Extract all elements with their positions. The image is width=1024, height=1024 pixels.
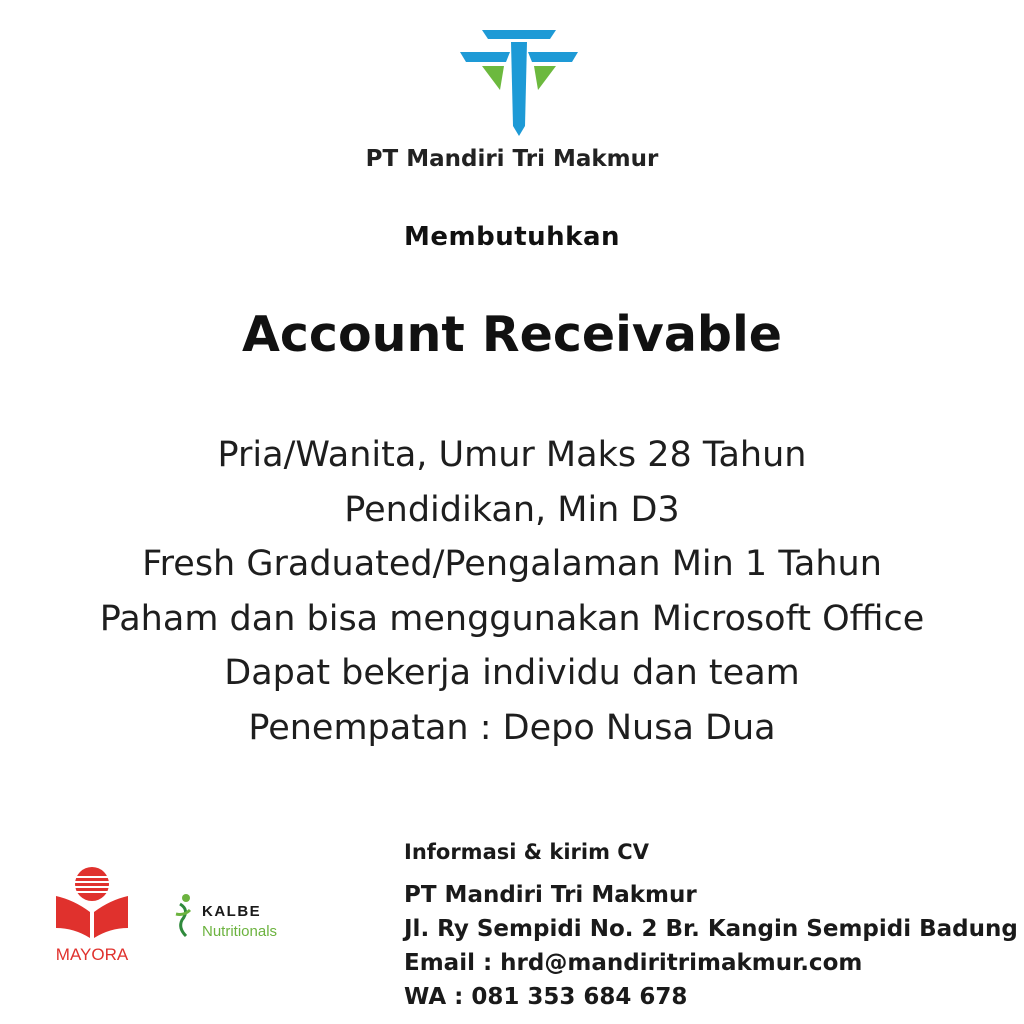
company-name: PT Mandiri Tri Makmur — [365, 146, 659, 172]
requirement-item: Dapat bekerja individu dan team — [224, 653, 800, 693]
contact-block — [404, 840, 1018, 1014]
contact-email: Email : hrd@mandiritrimakmur.com — [404, 950, 863, 976]
mayora-wordmark: MAYORA — [55, 945, 129, 964]
mayora-logo — [46, 866, 138, 964]
contact-label: Informasi & kirim CV — [404, 840, 649, 864]
headline: Membutuhkan — [403, 222, 620, 252]
kalbe-logo — [172, 890, 302, 942]
contact-company: PT Mandiri Tri Makmur — [404, 882, 697, 908]
requirement-item: Paham dan bisa menggunakan Microsoft Office — [99, 598, 925, 639]
requirement-item: Fresh Graduated/Pengalaman Min 1 Tahun — [142, 544, 882, 584]
company-logo-icon — [460, 30, 578, 138]
contact-phone: WA : 081 353 684 678 — [404, 984, 688, 1010]
contact-address: Jl. Ry Sempidi No. 2 Br. Kangin Sempidi Badung — [404, 916, 1018, 942]
requirement-item: Pendidikan, Min D3 — [344, 489, 680, 530]
job-title: Account Receivable — [241, 306, 783, 363]
requirements-list — [0, 428, 1024, 755]
requirement-item: Penempatan : Depo Nusa Dua — [248, 707, 776, 748]
kalbe-subtitle: Nutritionals — [202, 923, 278, 940]
requirement-item: Pria/Wanita, Umur Maks 28 Tahun — [217, 435, 807, 475]
kalbe-wordmark: KALBE — [202, 903, 262, 920]
